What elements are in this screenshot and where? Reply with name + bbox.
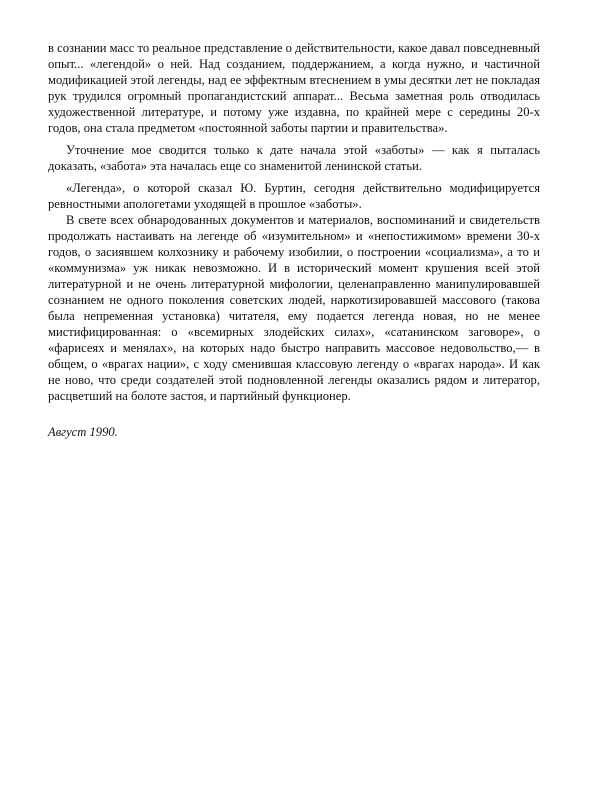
paragraph-4: В свете всех обнародованных документов и материалов, воспоминаний и свидетельств продолжать настаивать на легенде об «изумительном» и «непостижимом» времени 30-х годов, о засиявшем колхознику и рабочему изобилии, о построении «социализма», а то и «коммунизма» уж никак невозможно. И в исторический момент крушения всей этой литературной и не очень литературной мифологии, целенаправленно манипулировавшей сознанием не одного поколения советских людей, наркотизировавшей массового (такова была непременная установка) читателя, ему подается легенда новая, но не менее мистифицированная: о «всемирных злодейских силах», «сатанинском заговоре», о «фарисеях и менялах», на которых надо быстро направить массовое недовольство,— в общем, о «врагах нации», с ходу сменившая классовую легенду о «врагах народа». И как не ново, что среди создателей этой подновленной легенды оказались рядом и литератор, расцветший на болоте застоя, и партийный функционер.: [48, 213, 540, 403]
paragraph-1: в сознании масс то реальное представление о действительности, какое давал повседневный опыт... «легендой» о ней. Над созданием, поддержанием, а когда нужно, и частичной модификацией этой легенды, над ее эффектным втеснением в умы десятки лет не покладая рук трудился огромный пропагандистский аппарат... Весьма заметная роль отводилась художественной литературе, и потому уже издавна, по крайней мере с середины 20-х годов, она стала предметом «постоянной заботы партии и правительства».: [48, 41, 540, 135]
paragraph-2: Уточнение мое сводится только к дате начала этой «заботы» — как я пыталась доказать, «забота» эта началась еще со знаменитой ленинской статьи.: [48, 143, 540, 173]
document-page: [48, 40, 540, 440]
paragraph-3: «Легенда», о которой сказал Ю. Буртин, сегодня действительно модифицируется ревностными апологетами уходящей в прошлое «заботы».: [48, 181, 540, 211]
signature-date: Август 1990.: [48, 425, 118, 439]
